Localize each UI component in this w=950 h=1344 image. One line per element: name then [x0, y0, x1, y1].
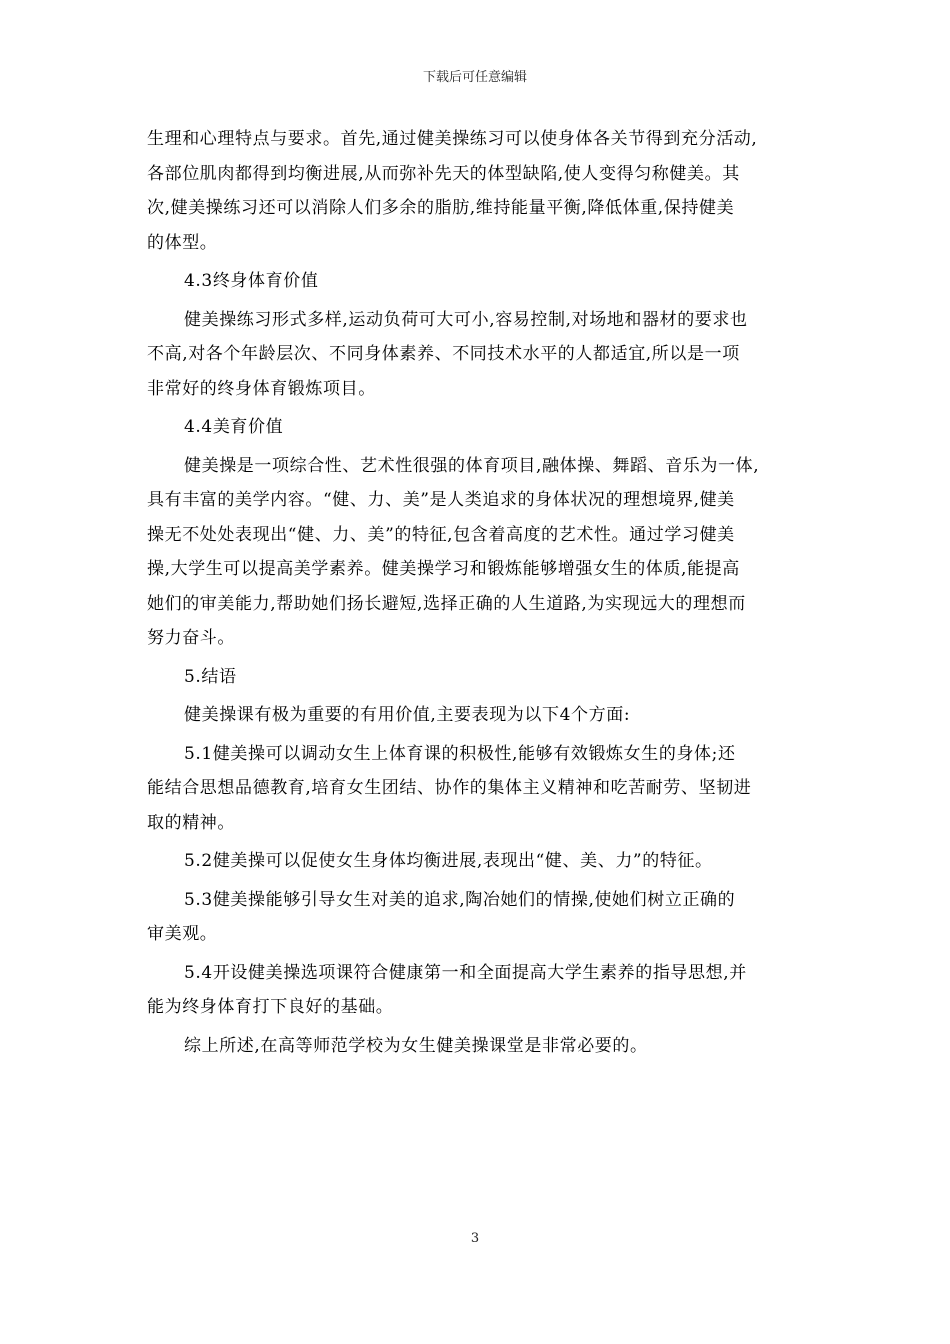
text-line: 5.4开设健美操选项课符合健康第一和全面提高大学生素养的指导思想,并: [184, 962, 747, 983]
section-heading-4-4: 4.4美育价值: [184, 417, 284, 437]
text-line: 5.1健美操可以调动女生上体育课的积极性,能够有效锻炼女生的身体;还: [184, 743, 736, 764]
page-number: 3: [470, 1231, 480, 1246]
conclusion-item-5-4: [147, 956, 807, 1025]
section-heading-5: 5.结语: [184, 666, 237, 687]
page-header: 下载后可任意编辑: [422, 70, 527, 85]
closing-statement: 综上所述,在高等师范学校为女生健美操课堂是非常必要的。: [184, 1035, 648, 1056]
section-heading-4-3: 4.3终身体育价值: [184, 271, 319, 291]
text-line: 的体型。: [147, 232, 218, 253]
text-line: 各部位肌肉都得到均衡进展,从而弥补先天的体型缺陷,使人变得匀称健美。其: [147, 163, 740, 184]
document-body: [147, 122, 807, 1063]
paragraph-aesthetic-value: [147, 449, 807, 656]
conclusion-item-5-1: [147, 737, 807, 841]
text-line: 次,健美操练习还可以消除人们多余的脂肪,维持能量平衡,降低体重,保持健美: [147, 198, 735, 218]
paragraph-lifelong-sports: [147, 303, 807, 407]
conclusion-intro: 健美操课有极为重要的有用价值,主要表现为以下4个方面:: [184, 705, 631, 725]
text-line: 具有丰富的美学内容。“健、力、美”是人类追求的身体状况的理想境界,健美: [147, 490, 735, 510]
text-line: 5.3健美操能够引导女生对美的追求,陶冶她们的情操,使她们树立正确的: [184, 889, 736, 910]
conclusion-item-5-3: [147, 883, 807, 952]
text-line: 能为终身体育打下良好的基础。: [147, 997, 394, 1017]
text-line: 她们的审美能力,帮助她们扬长避短,选择正确的人生道路,为实现远大的理想而: [147, 593, 746, 614]
text-line: 操无不处处表现出“健、力、美”的特征,包含着高度的艺术性。通过学习健美: [147, 524, 735, 545]
text-line: 生理和心理特点与要求。首先,通过健美操练习可以使身体各关节得到充分活动,: [147, 129, 758, 149]
text-line: 审美观。: [147, 924, 218, 944]
text-line: 非常好的终身体育锻炼项目。: [147, 378, 376, 399]
text-line: 不高,对各个年龄层次、不同身体素养、不同技术水平的人都适宜,所以是一项: [147, 344, 740, 364]
conclusion-item-5-2: 5.2健美操可以促使女生身体均衡进展,表现出“健、美、力”的特征。: [184, 851, 713, 871]
text-line: 健美操是一项综合性、艺术性很强的体育项目,融体操、舞蹈、音乐为一体,: [184, 455, 760, 476]
text-line: 努力奋斗。: [147, 628, 235, 648]
paragraph-physiology: [147, 122, 807, 260]
text-line: 取的精神。: [147, 812, 235, 833]
text-line: 操,大学生可以提高美学素养。健美操学习和锻炼能够增强女生的体质,能提高: [147, 559, 740, 579]
text-line: 健美操练习形式多样,运动负荷可大可小,容易控制,对场地和器材的要求也: [184, 309, 748, 330]
text-line: 能结合思想品德教育,培育女生团结、协作的集体主义精神和吃苦耐劳、坚韧进: [147, 778, 752, 798]
